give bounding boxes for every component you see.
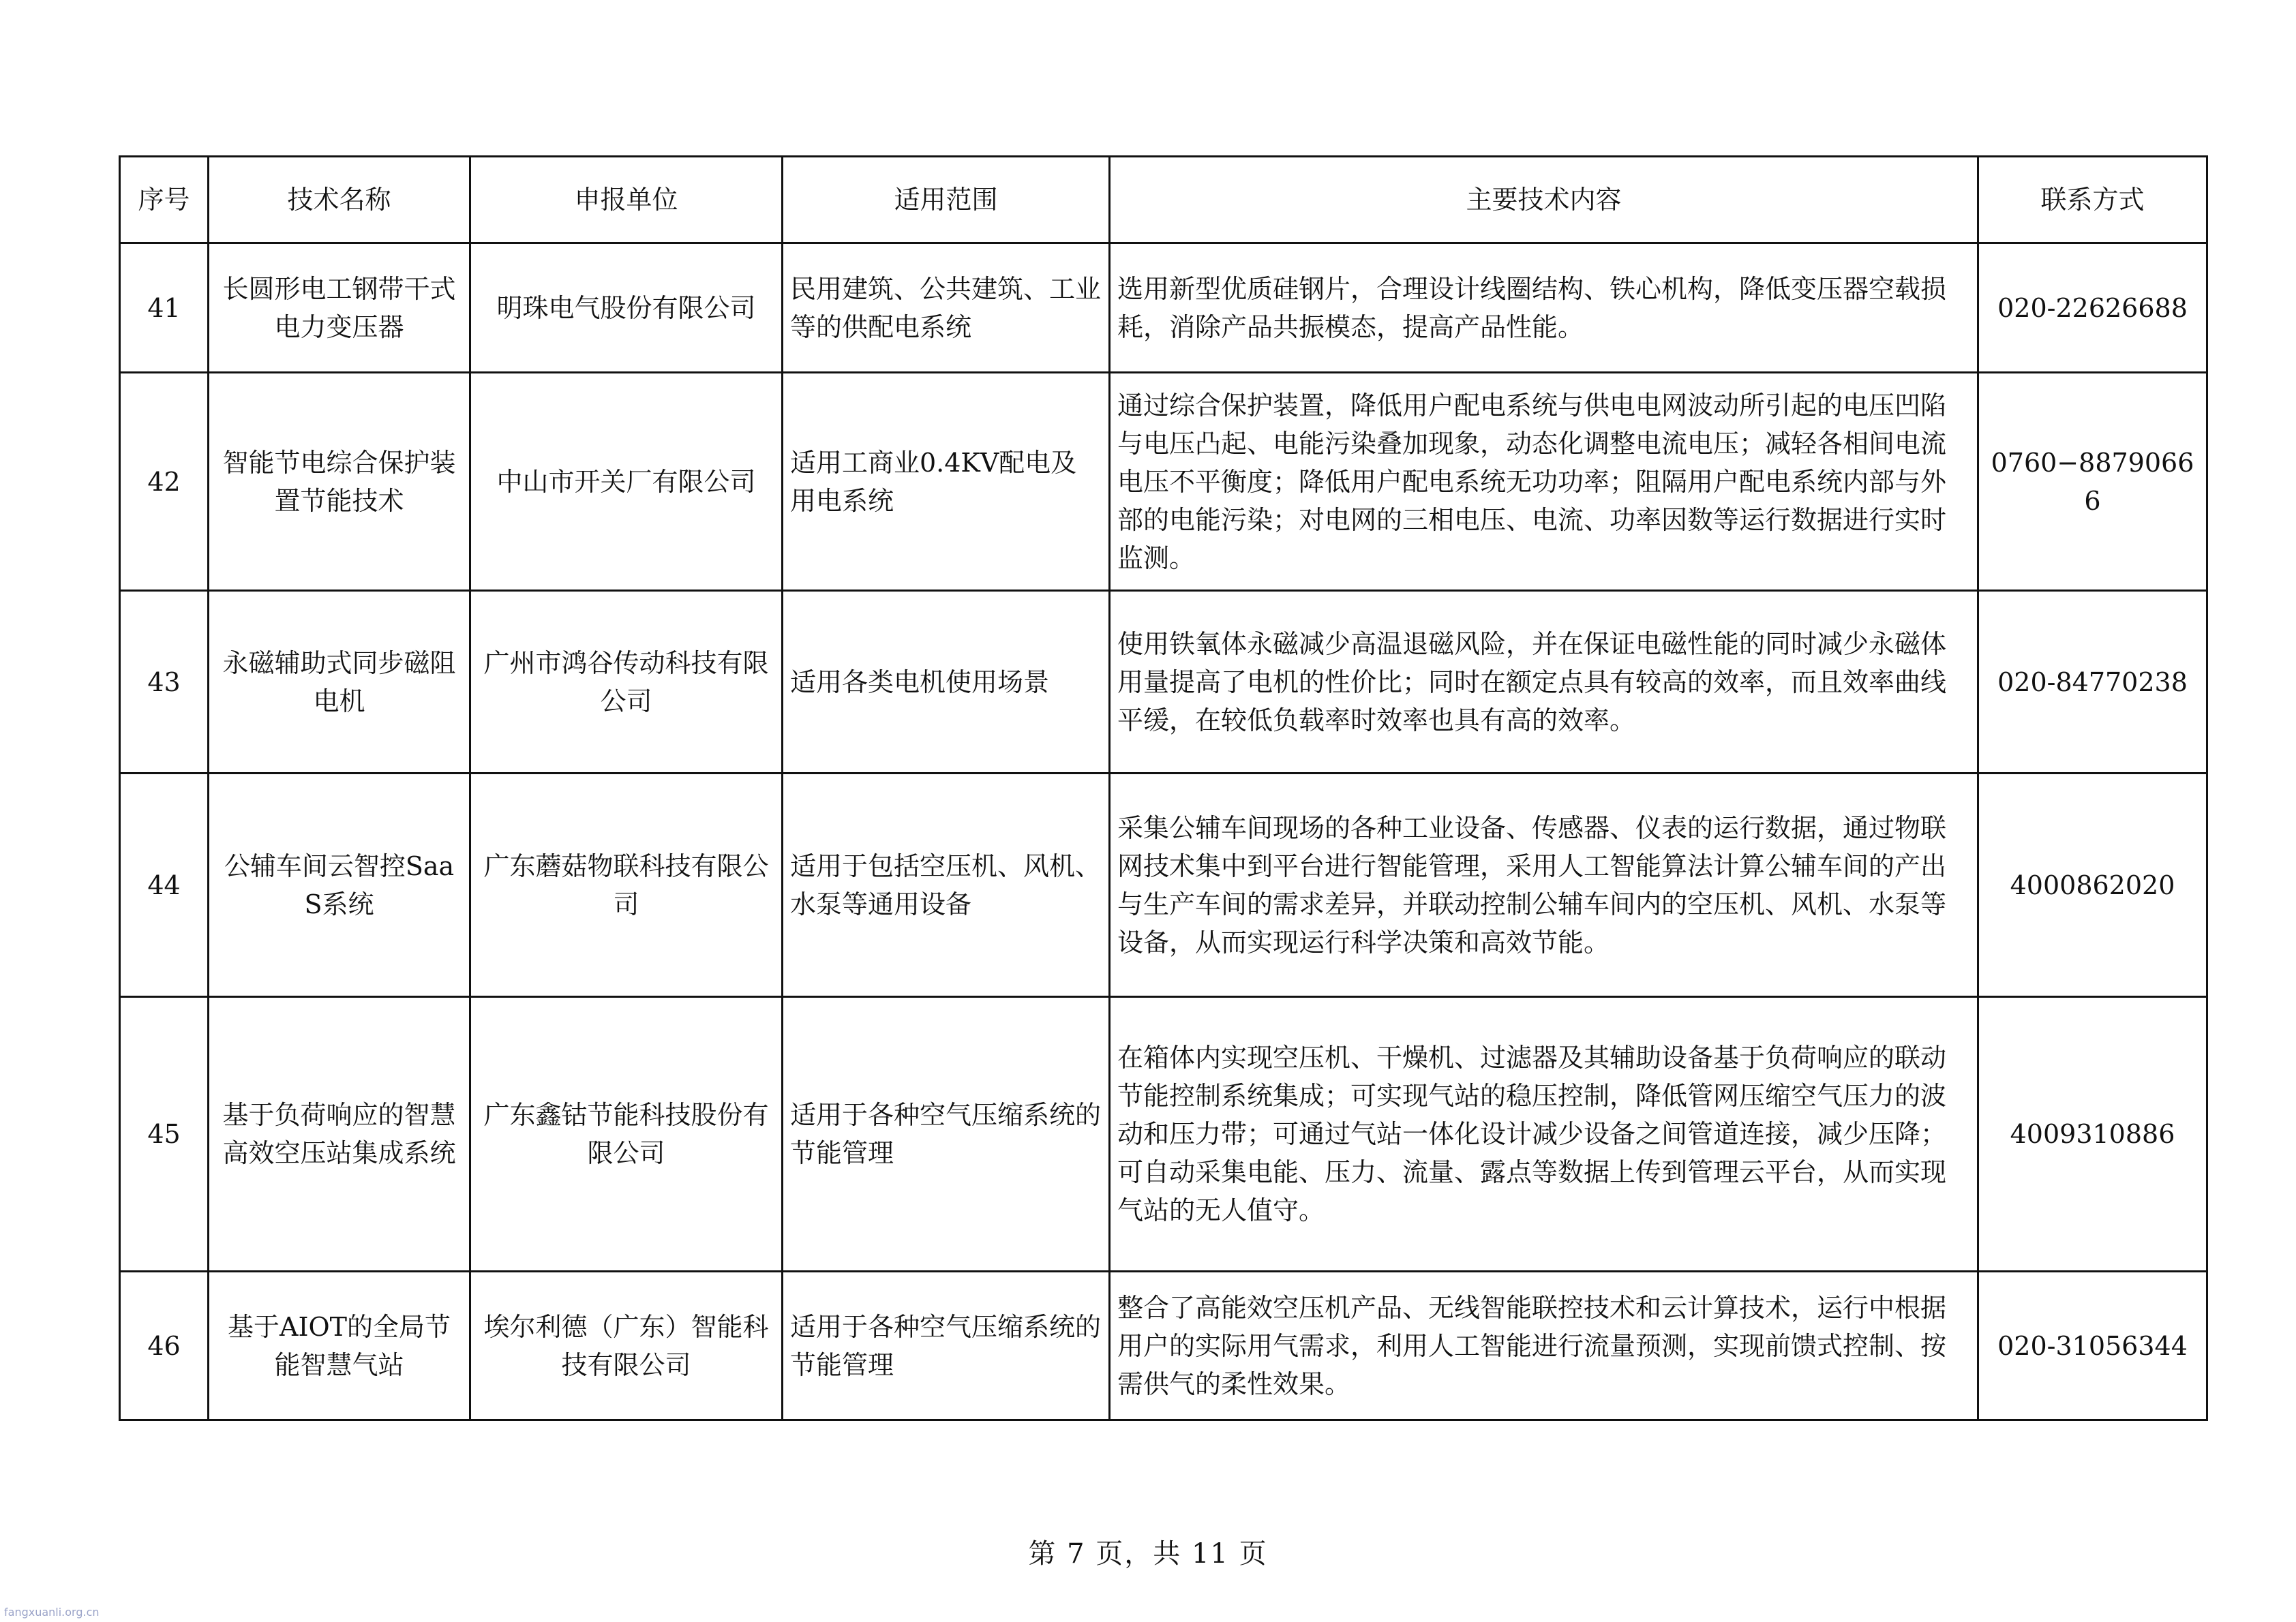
row-tech-name: 永磁辅助式同步磁阻电机 — [209, 591, 470, 774]
row-unit: 埃尔利德（广东）智能科技有限公司 — [470, 1272, 783, 1420]
row-unit: 广东蘑菇物联科技有限公司 — [470, 774, 783, 997]
row-no: 44 — [120, 774, 209, 997]
header-content: 主要技术内容 — [1110, 157, 1978, 243]
row-tech-name: 长圆形电工钢带干式电力变压器 — [209, 243, 470, 373]
row-scope: 适用各类电机使用场景 — [783, 591, 1110, 774]
row-content: 选用新型优质硅钢片，合理设计线圈结构、铁心机构，降低变压器空载损耗，消除产品共振模态，提高产品性能。 — [1110, 243, 1978, 373]
row-tech-name: 公辅车间云智控SaaS系统 — [209, 774, 470, 997]
row-no: 41 — [120, 243, 209, 373]
row-scope: 适用于各种空气压缩系统的节能管理 — [783, 997, 1110, 1272]
table-row — [120, 591, 2207, 774]
row-scope: 民用建筑、公共建筑、工业等的供配电系统 — [783, 243, 1110, 373]
row-no: 46 — [120, 1272, 209, 1420]
row-contact: 4000862020 — [1978, 774, 2207, 997]
page-number: 第 7 页，共 11 页 — [1028, 1538, 1268, 1570]
row-scope: 适用于各种空气压缩系统的节能管理 — [783, 1272, 1110, 1420]
header-scope: 适用范围 — [783, 157, 1110, 243]
row-tech-name: 基于负荷响应的智慧高效空压站集成系统 — [209, 997, 470, 1272]
row-content: 在箱体内实现空压机、干燥机、过滤器及其辅助设备基于负荷响应的联动节能控制系统集成；可实现气站的稳压控制，降低管网压缩空气压力的波动和压力带；可通过气站一体化设计减少设备之间管道连接，减少压降；可自动采集电能、压力、流量、露点等数据上传到管理云平台，从而实现气站的无人值守。 — [1110, 997, 1978, 1272]
row-content: 通过综合保护装置，降低用户配电系统与供电电网波动所引起的电压凹陷与电压凸起、电能污染叠加现象，动态化调整电流电压；减轻各相间电流电压不平衡度；降低用户配电系统无功功率；阻隔用户配电系统内部与外部的电能污染；对电网的三相电压、电流、功率因数等运行数据进行实时监测。 — [1110, 373, 1978, 591]
row-scope: 适用于包括空压机、风机、水泵等通用设备 — [783, 774, 1110, 997]
row-no: 43 — [120, 591, 209, 774]
header-no: 序号 — [120, 157, 209, 243]
row-no: 45 — [120, 997, 209, 1272]
site-watermark: fangxuanli.org.cn — [4, 1606, 100, 1619]
row-contact: 020-22626688 — [1978, 243, 2207, 373]
row-tech-name: 智能节电综合保护装置节能技术 — [209, 373, 470, 591]
row-unit: 中山市开关厂有限公司 — [470, 373, 783, 591]
table-header-row — [120, 157, 2207, 243]
header-tech-name: 技术名称 — [209, 157, 470, 243]
row-contact: 4009310886 — [1978, 997, 2207, 1272]
row-content: 使用铁氧体永磁减少高温退磁风险，并在保证电磁性能的同时减少永磁体用量提高了电机的性价比；同时在额定点具有较高的效率，而且效率曲线平缓，在较低负载率时效率也具有高的效率。 — [1110, 591, 1978, 774]
row-contact: 020-31056344 — [1978, 1272, 2207, 1420]
row-unit: 明珠电气股份有限公司 — [470, 243, 783, 373]
row-unit: 广东鑫钴节能科技股份有限公司 — [470, 997, 783, 1272]
table-row — [120, 243, 2207, 373]
row-unit: 广州市鸿谷传动科技有限公司 — [470, 591, 783, 774]
row-tech-name: 基于AIOT的全局节能智慧气站 — [209, 1272, 470, 1420]
table-row — [120, 997, 2207, 1272]
table-row — [120, 373, 2207, 591]
row-no: 42 — [120, 373, 209, 591]
tech-table-container — [119, 155, 2206, 1421]
table-row — [120, 774, 2207, 997]
table-row — [120, 1272, 2207, 1420]
row-content: 整合了高能效空压机产品、无线智能联控技术和云计算技术，运行中根据用户的实际用气需求，利用人工智能进行流量预测，实现前馈式控制、按需供气的柔性效果。 — [1110, 1272, 1978, 1420]
row-contact: 020-84770238 — [1978, 591, 2207, 774]
row-scope: 适用工商业0.4KV配电及用电系统 — [783, 373, 1110, 591]
header-contact: 联系方式 — [1978, 157, 2207, 243]
header-unit: 申报单位 — [470, 157, 783, 243]
row-content: 采集公辅车间现场的各种工业设备、传感器、仪表的运行数据，通过物联网技术集中到平台进行智能管理，采用人工智能算法计算公辅车间的产出与生产车间的需求差异，并联动控制公辅车间内的空压机、风机、水泵等设备，从而实现运行科学决策和高效节能。 — [1110, 774, 1978, 997]
tech-table — [119, 155, 2208, 1421]
row-contact: 0760−88790666 — [1978, 373, 2207, 591]
